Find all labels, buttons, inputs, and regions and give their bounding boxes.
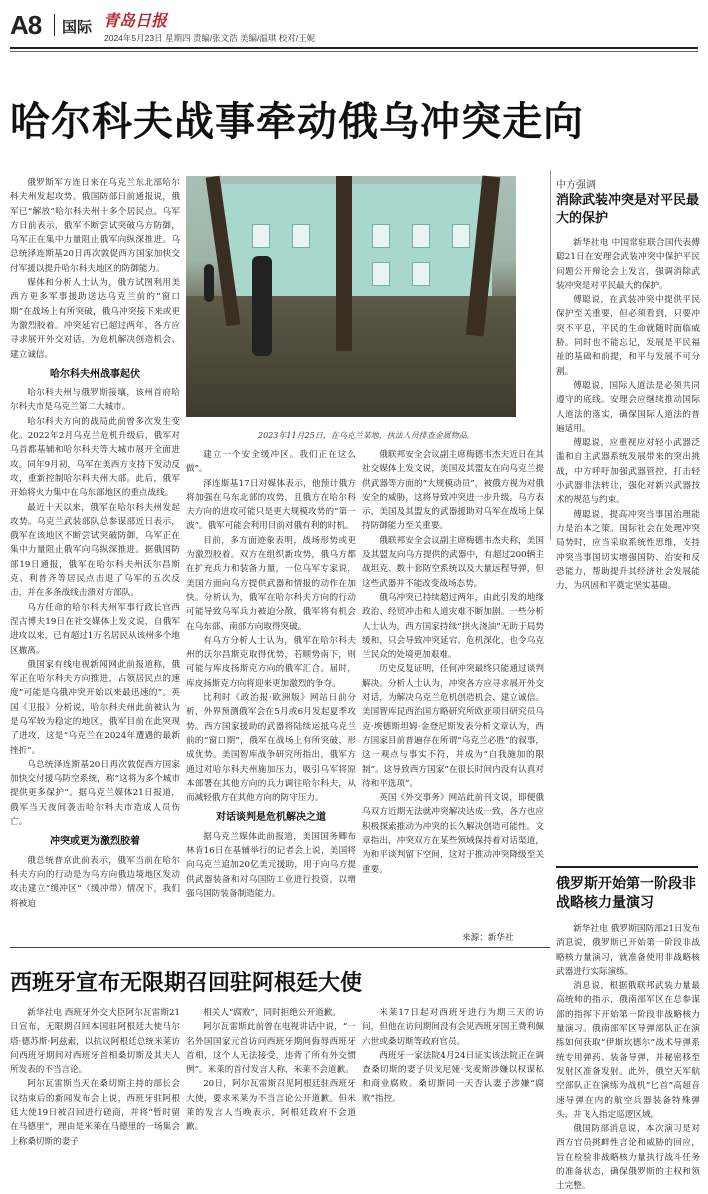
sidebar-headline: 消除武装冲突是对平民最大的保护 bbox=[556, 193, 700, 226]
section-name: 国际 bbox=[62, 19, 93, 36]
paragraph: 俄罗斯军方连日来在乌克兰东北部哈尔科夫州发起攻势。俄国防部日前通报说，俄军已“解放”哈尔科夫州十多个居民点。乌军方日前表示，俄军不断尝试突破乌方防御，乌军正在集中力量阻止俄军向纵深推进。乌总统泽连斯基20日再次敦促西方国家加快交付军援以提升哈尔科夫地区的防御能力。 bbox=[10, 178, 180, 274]
tree-illustration bbox=[336, 176, 352, 351]
paragraph: 最近十天以来，俄军在哈尔科夫州发起攻势。乌克兰武装部队总参谋部近日表示，俄军在该地区不断尝试突破防御，乌军正在集中力量阻止俄军向乌纵深推进。据俄国防部19日通报，俄军在哈尔科夫州沃尔昌斯克、利普齐等居民点击退了乌军的五次反击，并在多条战线击溃对方部队。 bbox=[10, 502, 180, 599]
paragraph: 阿尔瓦雷斯当天在桑切斯主持的部长会议结束后的新闻发布会上说，西班牙驻阿根廷大使19日被召回进行磋商，并将“暂时留在马德里”，理由是米莱在马德里的一场集会上称桑切斯的妻子 bbox=[10, 1079, 180, 1147]
sidebar2-rule bbox=[556, 866, 698, 868]
masthead-rule bbox=[10, 47, 698, 49]
article2-headline: 西班牙宣布无限期召回驻阿根廷大使 bbox=[10, 971, 363, 996]
article2-column-1 bbox=[10, 1006, 180, 1148]
paragraph: 新华社电 西班牙外交大臣阿尔瓦雷斯21日宣布，无限期召回本国驻阿根廷大使马尔塔·德苏斯·阿兹索，以抗议阿根廷总统米莱访问西班牙期间对西班牙首相桑切斯及其夫人所发表的不当言论。 bbox=[10, 1008, 180, 1076]
photo-caption: 2023年11月25日，在乌克兰某地，执法人员排查金属物品。 bbox=[258, 431, 475, 440]
paragraph: 俄乌冲突已持续超过两年，由此引发的地缘政治、经贸冲击和人道灾难不断加剧。一些分析人士认为，西方国家持续“拱火浇油”无助于局势缓和，只会导致冲突延宕、危机深化，也令乌克兰民众的处境更加艰难。 bbox=[362, 592, 544, 661]
paragraph: 乌总统泽连斯基20日再次敦促西方国家加快交付援乌防空系统，称“这将为多个城市提供更多保护”。据乌克兰媒体21日报道，俄军当天夜间袭击哈尔科夫市造成人员伤亡。 bbox=[10, 759, 180, 828]
sidebar2-headline: 俄罗斯开始第一阶段非战略核力量演习 bbox=[556, 876, 696, 911]
paragraph: 新华社电 俄罗斯国防部21日发布消息说，俄罗斯已开始第一阶段非战略核力量演习，就准备使用非战略核武器进行实际演练。 bbox=[556, 924, 700, 977]
paragraph: 傅聪说，提高冲突当事国治理能力是治本之策。国际社会在处理冲突局势时，应当采取系统性思维，支持冲突当事国切实增强国防、治安和反恐能力，帮助提升其经济社会发展能力，为巩固和平奠定坚实基础。 bbox=[556, 509, 700, 592]
paragraph: 俄联邦安全会议副主席梅德韦杰夫近日在其社交媒体上发文说，美国及其盟友在向乌克兰提供武器等方面的“大规模动员”，被俄方视为对俄安全的威胁，这将导致冲突进一步升级。乌方表示，美国及其盟友的武器援助对乌军在战场上保持防御能力至关重要。 bbox=[362, 450, 544, 532]
article-column-2 bbox=[186, 448, 356, 942]
paragraph: 乌方任命的哈尔科夫州军事行政长官西涅古博夫19日在社交媒体上发文说，自俄军进攻以来，已有超过1万名居民从该州多个地区撤离。 bbox=[10, 602, 180, 656]
paragraph: 俄国防部消息说，本次演习是对西方官员挑衅性言论和威胁的回应，旨在检验非战略核力量执行战斗任务的准备状态，确保俄罗斯的主权和领土完整。 bbox=[556, 1124, 700, 1192]
main-headline: 哈尔科夫战事牵动俄乌冲突走向 bbox=[10, 99, 584, 145]
subheading: 对话谈判是危机解决之道 bbox=[216, 812, 326, 824]
news-photo bbox=[186, 176, 516, 417]
sidebar2-body bbox=[556, 922, 700, 1192]
article-source: 来源：新华社 bbox=[462, 933, 514, 943]
paragraph: 傅聪说，在武装冲突中提供平民保护至关重要，但必须看到，只要冲突不平息，平民的生命就随时面临威胁。同时也不能忘记，发展是平民福祉的基础和前提，和平与发展不可分割。 bbox=[556, 295, 700, 377]
paragraph: 哈尔科夫州与俄罗斯接壤，该州首府哈尔科夫市是乌克兰第二大城市。 bbox=[10, 388, 180, 413]
paragraph: 米莱17日起对西班牙进行为期三天的访问，但他在访问期间没有会见西班牙国王费利佩六世或桑切斯等政府官员。 bbox=[362, 1008, 544, 1047]
person-figure bbox=[252, 256, 272, 356]
paragraph: 哈尔科夫方向的战局此前曾多次发生变化。2022年2月乌克兰危机升级后，俄军对乌首都基辅和哈尔科夫等大城市展开全面进攻。同年9月初，乌军在美西方支持下发动反攻，重新控制哈尔科夫州大部。此后，俄军开始将火力集中在乌东部地区的重点战线。 bbox=[10, 416, 180, 499]
paragraph: 泽连斯基17日对媒体表示，他预计俄方将加强在乌东北部的攻势，且俄方在哈尔科夫方向的进攻可能只是更大规模攻势的“第一波”。俄军可能会利用目前对俄有利的时机。 bbox=[186, 478, 356, 532]
paragraph: 建立一个安全缓冲区。我们正在这么做”。 bbox=[186, 450, 356, 475]
paragraph: 俄联邦安全会议副主席梅德韦杰夫称，美国及其盟友向乌方提供的武器中，有超过200辆主战坦克、数十套防空系统以及大量远程导弹，但这些武器并不能改变战场态势。 bbox=[362, 535, 544, 589]
sidebar-kicker: 中方强调 bbox=[556, 180, 596, 191]
paragraph: 西班牙一家法院4月24日证实该法院正在调查桑切斯的妻子贝戈尼娅·戈麦斯涉嫌以权谋私和商业腐败。桑切斯同一天否认妻子涉嫌“腐败”指控。 bbox=[362, 1050, 544, 1104]
paragraph: 消息说，根据俄联邦武装力量最高统帅的指示，俄南部军区在总参谋部的指挥下开始第一阶段非战略核力量演习。俄南部军区导弹部队正在演练如何获取“伊斯坎德尔”战术导弹系统专用弹药、装备导弹，并秘密移至发射区准备发射。此外，俄空天军航空部队正在演练为战机“匕首”高超音速导弹在内的航空兵器装备特殊弹头，并飞入指定巡逻区域。 bbox=[556, 981, 700, 1120]
article-column-3 bbox=[362, 448, 544, 928]
article2-column-3 bbox=[362, 1006, 544, 1148]
paragraph: 20日，阿尔瓦雷斯召见阿根廷驻西班牙大使，要求米莱为不当言论公开道歉。但米莱的发言人当晚表示，阿根廷政府不会道歉。 bbox=[186, 1079, 356, 1133]
paragraph: 俄国家有线电视新闻网此前报道称，俄军正在哈尔科夫方向推进，占领居民点的速度“可能是乌俄冲突开始以来最迅速的”。英国《卫报》分析说，哈尔科夫州此前被认为是乌军较为稳定的地区，俄军目前在此突现了进攻，这是“乌克兰在2024年遭遇的最新挫折”。 bbox=[10, 659, 180, 756]
paragraph: 有乌方分析人士认为，俄军在哈尔科夫州的沃尔昌斯克取得优势，若顺势南下，则可能与库皮扬斯克方向的俄军汇合。届时，库皮扬斯克方向将迎来更加激烈的争夺。 bbox=[186, 635, 356, 689]
paragraph: 相关人“腐败”，同时拒绝公开道歉。 bbox=[203, 1008, 341, 1018]
paragraph: 媒体和分析人士认为，俄方试图利用美西方更多军事援助送达乌克兰前的“窗口期”在战场上有所突破，俄乌冲突接下来或更为激烈胶着。冲突延宕已超过两年，各方应寻求展开外交对话，为危机解决创造机会、建立诚信。 bbox=[10, 278, 180, 360]
paragraph: 新华社电 中国常驻联合国代表傅聪21日在安理会武装冲突中保护平民问题公开辩论会上发言，强调消除武装冲突是对平民最大的保护。 bbox=[556, 238, 700, 291]
article2-column-2 bbox=[186, 1006, 356, 1148]
sidebar-body bbox=[556, 236, 700, 856]
paragraph: 目前，多方面迹象表明，战场形势或更为激烈胶着。双方在组织新攻势，俄乌方都在扩充兵力和装备力量，一位乌军专家说，美国方面向乌方提供武器和情报的动作在加快。分析认为，俄军在哈尔科夫方向的行动可能导致乌军兵力被迫分散，俄军将有机会在乌东部、南部方向取得突破。 bbox=[186, 535, 356, 632]
sidebar-divider bbox=[550, 170, 551, 540]
subheading: 哈尔科夫州战事起伏 bbox=[50, 368, 140, 380]
paragraph: 据乌克兰媒体此前报道，美国国务卿布林肯16日在基辅举行的记者会上说，美国将向乌克兰追加20亿美元援助，用于向乌方提供武器装备和对乌国防工业进行投资，以增强乌国防装备制造能力。 bbox=[186, 831, 356, 899]
issue-meta: 2024年5月23日 星期四 责编/张文浩 美编/温琪 校对/王妮 bbox=[104, 33, 316, 43]
paragraph: 傅聪说，应重视应对轻小武器泛滥和自主武器系统发展带来的突出挑战，中方呼吁加强武器管控，打击轻小武器非法转让，强化对新兴武器技术的规范与约束。 bbox=[556, 438, 700, 506]
paragraph: 俄总统普京此前表示，俄军当前在哈尔科夫方向的行动是为乌方向俄边境地区发动攻击建立“缓冲区”（缓冲带）情况下，我们将被迫 bbox=[10, 855, 180, 909]
paragraph: 历史反复证明，任何冲突最终只能通过谈判解决。分析人士认为，冲突各方应寻求展开外交对话，为解决乌克兰危机创造机会、建立诚信。美国智库昆西治国方略研究所欧亚项目研究员乌克·埃德斯坦姆·金登尼斯发表分析文章认为，西方国家目前普遍存在所谓“乌克兰必胜”的叙事，这一观点与事实不符，并成为“自我施加的限制”。这导致西方国家“在很长时间内没有认真对待和平选项”。 bbox=[362, 664, 544, 789]
article-divider bbox=[10, 947, 550, 948]
paragraph: 傅聪说，国际人道法是必须共同遵守的底线。安理会应继续推动国际人道法的落实，确保国际人道法的普遍适用。 bbox=[556, 380, 700, 434]
masthead-divider bbox=[54, 14, 55, 36]
page-number: A8 bbox=[10, 10, 42, 40]
paragraph: 英国《外交事务》网站此前刊文说，即便俄乌双方近期无法就冲突解决达成一致，各方也应积极探索推动为冲突的长久解决创造可能性。文章指出，冲突双方在某些领域保持着对话渠道，为和平谈判留下空间，这对于推动冲突降级至关重要。 bbox=[362, 793, 544, 875]
paragraph: 阿尔瓦雷斯此前曾在电视讲话中说，“一名外国国家元首访问西班牙期间侮辱西班牙首相，这个人无法接受，违背了所有外交惯例”。米莱的首付发言人称，米莱不会道歉。 bbox=[186, 1022, 356, 1076]
person-figure bbox=[204, 264, 214, 302]
article-column-1 bbox=[10, 176, 180, 934]
subheading: 冲突或更为激烈胶着 bbox=[50, 836, 140, 848]
paragraph: 比利时《政治报·欧洲版》网站日前分析，外界预测俄军会在5月或6月发起夏季攻势。西方国家援助的武器将陆续运抵乌克兰前的“窗口期”，俄军在战场上有所突破，形成优势。美国智库战争研究所指出，俄军方通过对哈尔科夫州施加压力，吸引乌军将原本部署在其他方向的兵力调往哈尔科夫，从而减轻俄方在其他方向的防守压力。 bbox=[186, 693, 356, 804]
masthead-rule-thin bbox=[10, 51, 698, 52]
paper-logo: 青岛日报 bbox=[103, 11, 168, 30]
